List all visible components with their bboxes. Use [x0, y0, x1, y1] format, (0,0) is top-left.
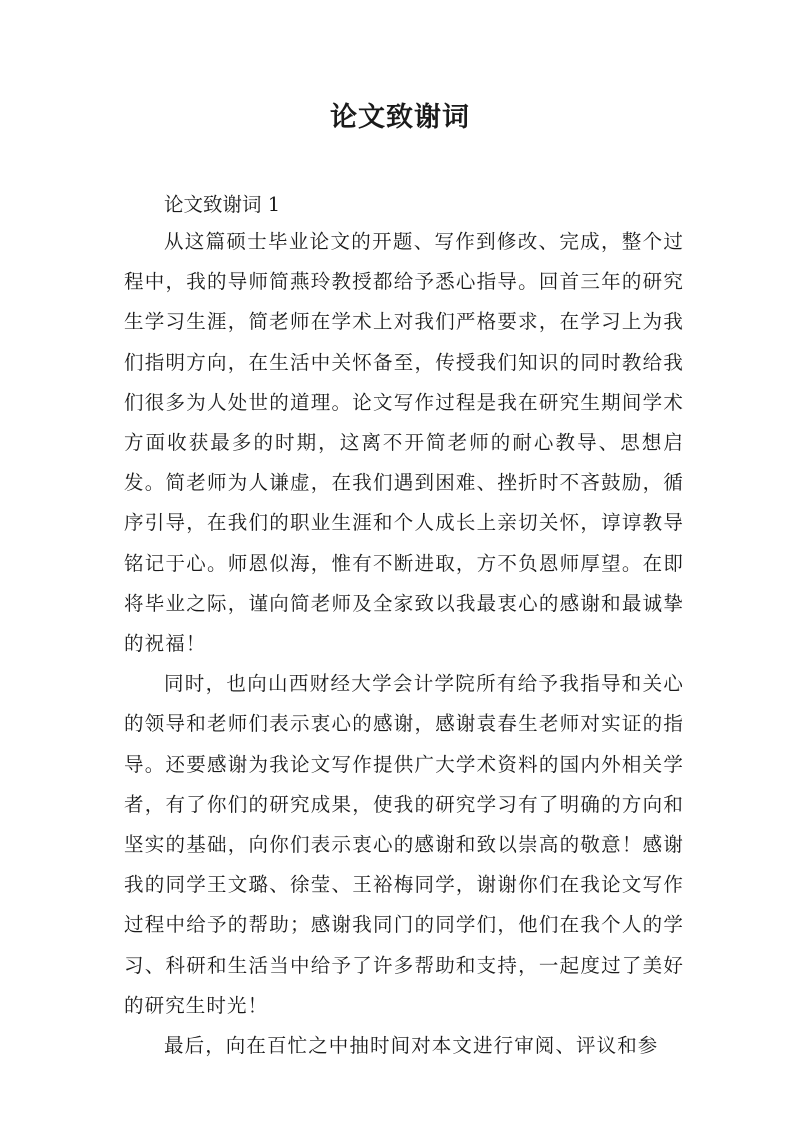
paragraph-school-thanks: 同时，也向山西财经大学会计学院所有给予我指导和关心的领导和老师们表示衷心的感谢，感谢袁春生老师对实证的指导。还要感谢为我论文写作提供广大学术资料的国内外相关学者，有了你们的研究成果，使我的研究学习有了明确的方向和坚实的基础，向你们表示衷心的感谢和致以崇高的敬意！感谢我的同学王文璐、徐莹、王裕梅同学，谢谢你们在我论文写作过程中给予的帮助；感谢我同门的同学们，他们在我个人的学习、科研和生活当中给予了许多帮助和支持，一起度过了美好的研究生时光！ — [124, 672, 684, 1017]
paragraph-reviewer-thanks: 最后，向在百忙之中抽时间对本文进行审阅、评议和参 — [164, 1034, 659, 1058]
section-heading: 论文致谢词 1 — [164, 193, 281, 216]
document-body — [124, 222, 684, 1066]
page-title: 论文致谢词 — [330, 102, 470, 133]
paragraph-advisor-thanks: 从这篇硕士毕业论文的开题、写作到修改、完成，整个过程中，我的导师简燕玲教授都给予悉心指导。回首三年的研究生学习生涯，简老师在学术上对我们严格要求，在学习上为我们指明方向，在生活中关怀备至，传授我们知识的同时教给我们很多为人处世的道理。论文写作过程是我在研究生期间学术方面收获最多的时期，这离不开简老师的耐心教导、思想启发。简老师为人谦虚，在我们遇到困难、挫折时不吝鼓励，循序引导，在我们的职业生涯和个人成长上亲切关怀，谆谆教导铭记于心。师恩似海，惟有不断进取，方不负恩师厚望。在即将毕业之际，谨向简老师及全家致以我最衷心的感谢和最诚挚的祝福！ — [124, 230, 684, 656]
